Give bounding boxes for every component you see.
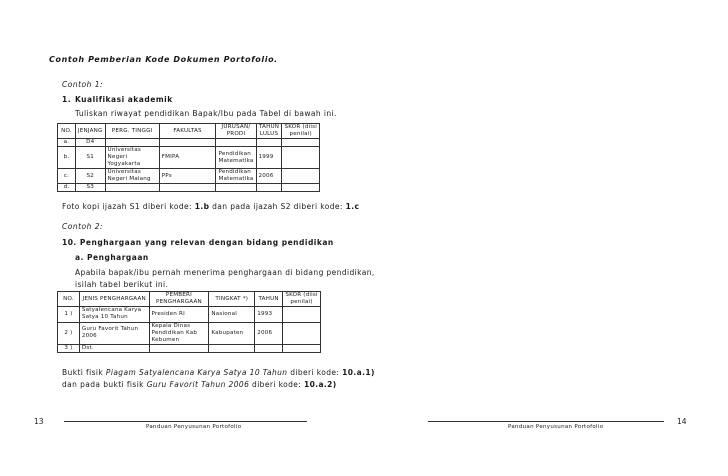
table-cell: d. — [58, 184, 76, 192]
table-header-row — [58, 124, 320, 139]
note-text: dan pada bukti fisik — [62, 380, 147, 389]
table-cell — [159, 139, 216, 147]
table-cell — [282, 184, 320, 192]
section-10-instruction-line1: Apabila bapak/ibu pernah menerima penghargaan di bidang pendidikan, — [75, 268, 375, 277]
table-row — [58, 307, 321, 322]
table-cell — [209, 344, 255, 352]
column-header: TAHUN — [255, 292, 283, 307]
column-header: TAHUN LULUS — [256, 124, 282, 139]
table-cell: S2 — [75, 169, 105, 184]
table-cell: Satyalencana Karya Satya 10 Tahun — [79, 307, 149, 322]
example-2-note-line2 — [62, 380, 337, 389]
subsection-a-title: a. Penghargaan — [75, 253, 149, 262]
section-1-instruction: Tuliskan riwayat pendidikan Bapak/Ibu pada Tabel di bawah ini. — [75, 109, 337, 118]
right-footer-rule — [428, 421, 664, 422]
note-text: diberi kode: — [287, 368, 343, 377]
left-footer-text: Panduan Penyusunan Portofolio — [146, 424, 242, 430]
note-code: 10.a.2) — [303, 380, 337, 389]
column-header: PEMBERI PENGHARGAAN — [149, 292, 209, 307]
column-header: PERG. TINGGI — [105, 124, 159, 139]
table-cell: Universitas Negeri Malang — [105, 169, 159, 184]
table-cell — [256, 184, 282, 192]
table-cell: 2006 — [256, 169, 282, 184]
left-footer-rule — [64, 421, 307, 422]
awards-table — [57, 291, 321, 353]
example-1-note — [62, 202, 359, 211]
table-cell: 1999 — [256, 147, 282, 169]
column-header: JURUSAN/ PRODI — [216, 124, 256, 139]
column-header: NO. — [58, 292, 80, 307]
document-heading: Contoh Pemberian Kode Dokumen Portofolio. — [49, 55, 278, 64]
table-row — [58, 344, 321, 352]
left-page-number: 13 — [34, 417, 44, 426]
table-cell: 1 ) — [58, 307, 80, 322]
table-cell: Nasional — [209, 307, 255, 322]
table-cell: Pendidikan Matematika — [216, 169, 256, 184]
section-10-instruction-line2: isilah tabel berikut ini. — [75, 280, 169, 289]
table-cell: 1993 — [255, 307, 283, 322]
table-cell: Presiden RI — [149, 307, 209, 322]
example-2-label: Contoh 2: — [62, 222, 104, 231]
note-text: Foto kopi ijazah S1 diberi kode: — [62, 202, 195, 211]
note-text: diberi kode: — [249, 380, 304, 389]
table-cell — [105, 139, 159, 147]
table-cell: Pendidikan Matematika — [216, 147, 256, 169]
column-header: SKOR (diisi penilai) — [283, 292, 321, 307]
table-cell — [256, 139, 282, 147]
table-cell: FMIPA — [159, 147, 216, 169]
table-cell: S3 — [75, 184, 105, 192]
table-cell — [283, 322, 321, 344]
note-italic-text: Piagam Satyalencana Karya Satya 10 Tahun — [105, 368, 288, 377]
table-header-row — [58, 292, 321, 307]
right-footer-text: Panduan Penyusunan Portofolio — [508, 424, 604, 430]
table-cell — [216, 139, 256, 147]
note-code: 1.c — [345, 202, 360, 211]
table-cell: S1 — [75, 147, 105, 169]
table-row — [58, 169, 320, 184]
table-cell: Kepala Dinas Pendidikan Kab Kebumen — [149, 322, 209, 344]
table-cell — [282, 139, 320, 147]
table-cell — [105, 184, 159, 192]
table-cell: Kabupaten — [209, 322, 255, 344]
column-header: JENJANG — [75, 124, 105, 139]
section-10-title: 10. Penghargaan yang relevan dengan bidang pendidikan — [62, 238, 334, 247]
example-2-note-line1 — [62, 368, 375, 377]
table-cell: Universitas Negeri Yogyakarta — [105, 147, 159, 169]
table-cell — [255, 344, 283, 352]
note-text: Bukti fisik — [62, 368, 106, 377]
note-code: 1.b — [194, 202, 210, 211]
column-header: SKOR (diisi penilai) — [282, 124, 320, 139]
table-cell — [149, 344, 209, 352]
table-row — [58, 147, 320, 169]
note-code: 10.a.1) — [342, 368, 375, 377]
table-cell: Dst. — [79, 344, 149, 352]
table-cell: Guru Favorit Tahun 2006 — [79, 322, 149, 344]
section-1-title: Kualifikasi akademik — [75, 95, 173, 104]
section-1-number: 1. — [62, 95, 72, 104]
table-cell — [283, 344, 321, 352]
table-cell — [283, 307, 321, 322]
table-cell: 2006 — [255, 322, 283, 344]
table-cell: PPs — [159, 169, 216, 184]
table-cell: a. — [58, 139, 76, 147]
table-cell: 2 ) — [58, 322, 80, 344]
table-cell — [216, 184, 256, 192]
note-text: dan pada ijazah S2 diberi kode: — [209, 202, 346, 211]
table-cell — [282, 147, 320, 169]
table-row — [58, 139, 320, 147]
table-cell: 3 ) — [58, 344, 80, 352]
column-header: TINGKAT *) — [209, 292, 255, 307]
table-cell: c. — [58, 169, 76, 184]
table-cell: b. — [58, 147, 76, 169]
example-1-label: Contoh 1: — [62, 80, 104, 89]
column-header: JENIS PENGHARGAAN — [79, 292, 149, 307]
right-page-number: 14 — [677, 417, 687, 426]
column-header: NO. — [58, 124, 76, 139]
table-cell: D4 — [75, 139, 105, 147]
table-row — [58, 184, 320, 192]
table-cell — [282, 169, 320, 184]
note-italic-text: Guru Favorit Tahun 2006 — [146, 380, 250, 389]
table-row — [58, 322, 321, 344]
column-header: FAKULTAS — [159, 124, 216, 139]
education-table — [57, 123, 320, 192]
table-cell — [159, 184, 216, 192]
